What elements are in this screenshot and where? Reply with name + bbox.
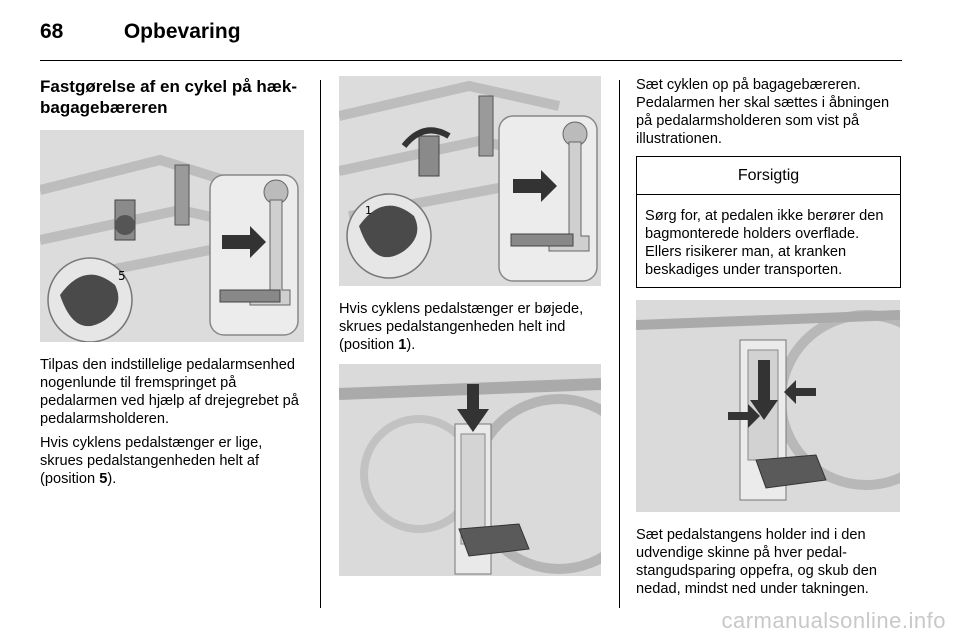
watermark: carmanualsonline.info [721, 608, 946, 633]
illustration-pedal-knob-position-1 [339, 76, 601, 286]
chapter-title: Opbevaring [123, 20, 241, 43]
column-1 [40, 76, 305, 494]
page-header [40, 20, 241, 44]
caution-title: Forsigtig [637, 157, 900, 195]
caution-body: Sørg for, at pedalen ikke berører den bagmonterede holders overflade. Ellers risikerer man, at kranken beskadiges under transporten. [645, 208, 884, 278]
illustration-pedal-holder-rail [636, 300, 900, 512]
caution-box [636, 156, 901, 288]
paragraph-straight-pedals: Hvis cyklens pedalstænger er lige, skrues pedalstangenheden helt af (position 5). [40, 435, 263, 487]
illustration-pedal-knob-position-5 [40, 130, 304, 342]
column-2 [339, 76, 604, 576]
paragraph-adjust: Tilpas den indstillelige pedalarmsenhed nogenlunde til fremspringet på pedalarmen ved hjælp af drejegrebet på pedalarmsholderen. [40, 357, 299, 427]
paragraph-bent-pedals: Hvis cyklens pedalstænger er bøjede, skrues pedalstangenheden helt ind (position 1). [339, 301, 584, 353]
header-rule [40, 60, 902, 61]
section-heading: Fastgørelse af en cykel på hæk-bagagebæreren [40, 77, 297, 117]
svg-text:5: 5 [118, 269, 126, 283]
column-3 [636, 76, 901, 604]
paragraph-mount-bike: Sæt cyklen op på bagagebæreren. Pedalarmen her skal sættes i åbningen på pedalarmsholderen som vist på illustrationen. [636, 77, 890, 147]
column-divider-2 [619, 80, 620, 608]
paragraph-insert-holder: Sæt pedalstangens holder ind i den udvendige skinne på hver pedalstangudsparing oppefra, og skub den nedad, mindst ned under takningen. [636, 527, 877, 597]
illustration-pedal-in-holder [339, 364, 601, 576]
page-number: 68 [40, 20, 64, 43]
svg-text:1: 1 [365, 204, 372, 217]
column-divider-1 [320, 80, 321, 608]
